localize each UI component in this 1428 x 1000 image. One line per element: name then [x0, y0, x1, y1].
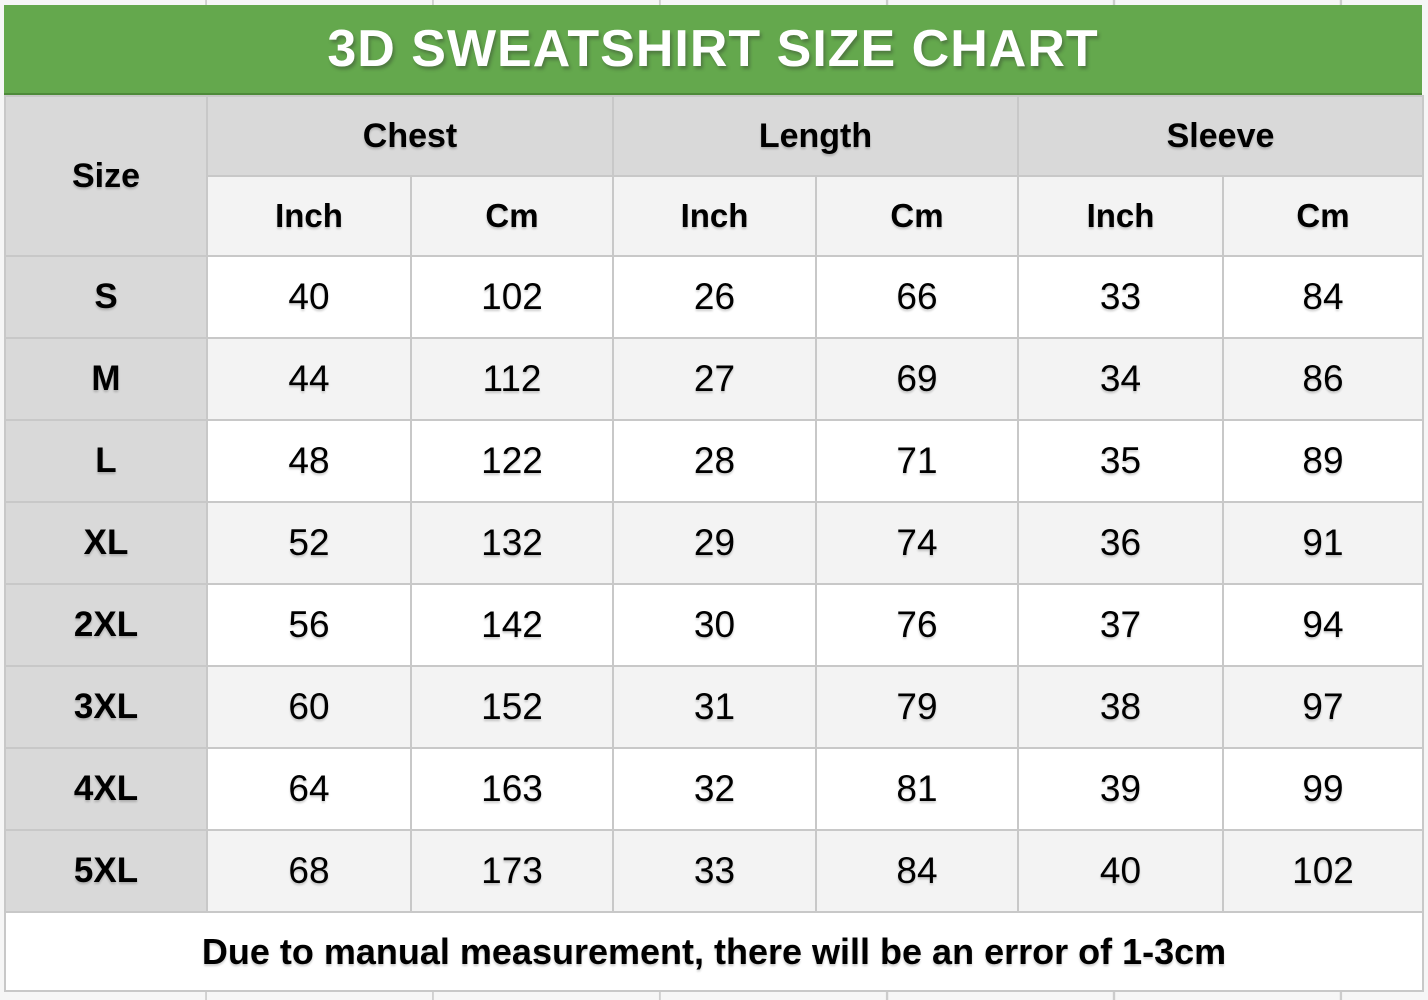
value-cell: 60	[207, 666, 411, 748]
table-row	[5, 584, 1423, 666]
value-cell: 64	[207, 748, 411, 830]
value-cell: 79	[816, 666, 1018, 748]
value-cell: 91	[1223, 502, 1423, 584]
size-column-header: Size	[5, 96, 207, 256]
value-cell: 97	[1223, 666, 1423, 748]
size-label: 4XL	[5, 748, 207, 830]
unit-header-sleeve-cm: Cm	[1223, 176, 1423, 256]
value-cell: 89	[1223, 420, 1423, 502]
note-row	[5, 912, 1423, 991]
value-cell: 33	[613, 830, 816, 912]
value-cell: 71	[816, 420, 1018, 502]
value-cell: 40	[1018, 830, 1223, 912]
value-cell: 66	[816, 256, 1018, 338]
value-cell: 38	[1018, 666, 1223, 748]
value-cell: 33	[1018, 256, 1223, 338]
size-chart-table	[4, 95, 1424, 992]
value-cell: 76	[816, 584, 1018, 666]
value-cell: 173	[411, 830, 613, 912]
size-label: 5XL	[5, 830, 207, 912]
size-chart-sheet	[4, 5, 1422, 990]
column-group-chest: Chest	[207, 96, 613, 176]
table-row	[5, 256, 1423, 338]
page-title: 3D SWEATSHIRT SIZE CHART	[327, 20, 1099, 78]
title-bar	[4, 5, 1422, 95]
unit-header-chest-inch: Inch	[207, 176, 411, 256]
size-label: L	[5, 420, 207, 502]
value-cell: 132	[411, 502, 613, 584]
table-row	[5, 502, 1423, 584]
value-cell: 86	[1223, 338, 1423, 420]
value-cell: 122	[411, 420, 613, 502]
value-cell: 37	[1018, 584, 1223, 666]
size-label: XL	[5, 502, 207, 584]
value-cell: 99	[1223, 748, 1423, 830]
column-group-sleeve: Sleeve	[1018, 96, 1423, 176]
value-cell: 29	[613, 502, 816, 584]
value-cell: 84	[1223, 256, 1423, 338]
size-label: 3XL	[5, 666, 207, 748]
unit-header-length-inch: Inch	[613, 176, 816, 256]
value-cell: 142	[411, 584, 613, 666]
table-row	[5, 666, 1423, 748]
table-row	[5, 830, 1423, 912]
value-cell: 81	[816, 748, 1018, 830]
value-cell: 68	[207, 830, 411, 912]
unit-header-row	[5, 176, 1423, 256]
value-cell: 52	[207, 502, 411, 584]
unit-header-chest-cm: Cm	[411, 176, 613, 256]
measurement-note: Due to manual measurement, there will be an error of 1-3cm	[5, 912, 1423, 991]
table-row	[5, 748, 1423, 830]
value-cell: 102	[1223, 830, 1423, 912]
value-cell: 69	[816, 338, 1018, 420]
value-cell: 35	[1018, 420, 1223, 502]
value-cell: 112	[411, 338, 613, 420]
value-cell: 48	[207, 420, 411, 502]
value-cell: 56	[207, 584, 411, 666]
value-cell: 31	[613, 666, 816, 748]
value-cell: 40	[207, 256, 411, 338]
value-cell: 39	[1018, 748, 1223, 830]
value-cell: 30	[613, 584, 816, 666]
value-cell: 32	[613, 748, 816, 830]
table-row	[5, 420, 1423, 502]
size-label: 2XL	[5, 584, 207, 666]
value-cell: 102	[411, 256, 613, 338]
value-cell: 74	[816, 502, 1018, 584]
unit-header-sleeve-inch: Inch	[1018, 176, 1223, 256]
size-label: M	[5, 338, 207, 420]
value-cell: 152	[411, 666, 613, 748]
value-cell: 44	[207, 338, 411, 420]
value-cell: 28	[613, 420, 816, 502]
value-cell: 163	[411, 748, 613, 830]
value-cell: 34	[1018, 338, 1223, 420]
column-group-length: Length	[613, 96, 1018, 176]
table-row	[5, 338, 1423, 420]
value-cell: 84	[816, 830, 1018, 912]
size-label: S	[5, 256, 207, 338]
value-cell: 26	[613, 256, 816, 338]
group-header-row	[5, 96, 1423, 176]
value-cell: 36	[1018, 502, 1223, 584]
unit-header-length-cm: Cm	[816, 176, 1018, 256]
value-cell: 27	[613, 338, 816, 420]
value-cell: 94	[1223, 584, 1423, 666]
